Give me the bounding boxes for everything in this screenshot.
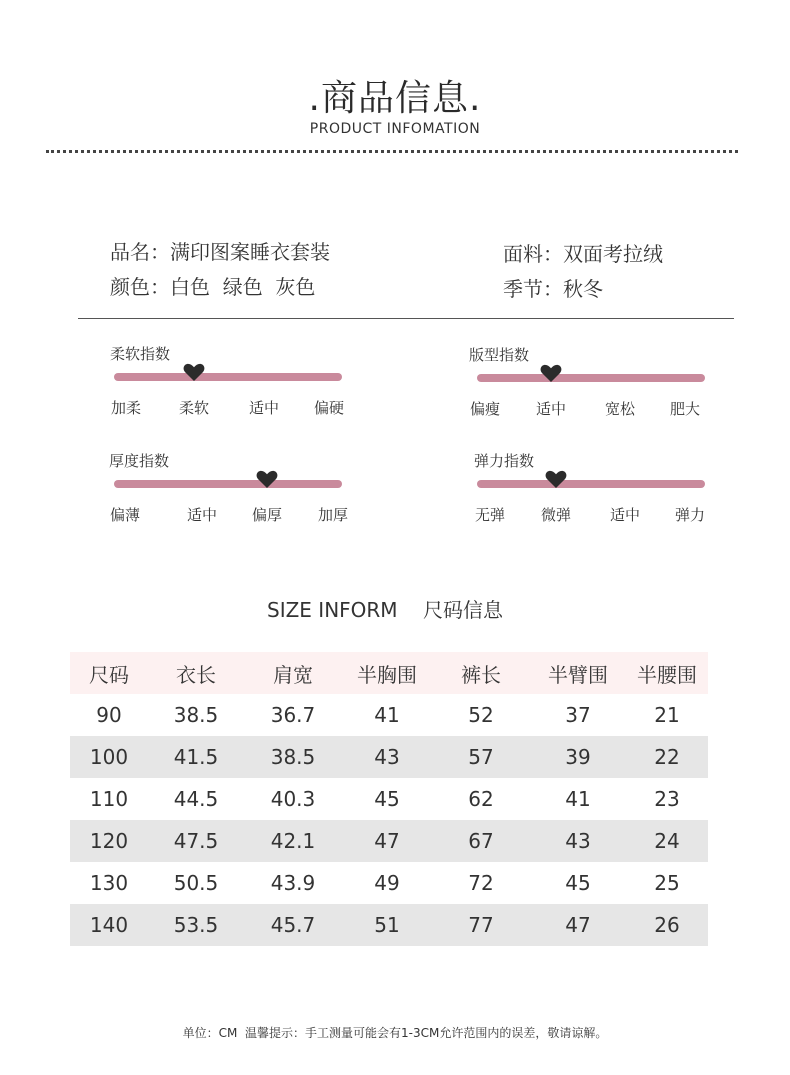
scale-option: 柔软 bbox=[178, 399, 210, 417]
table-cell: 67 bbox=[468, 829, 494, 853]
heart-icon bbox=[544, 467, 568, 491]
thickness-scale-bar bbox=[114, 480, 342, 488]
column-header: 半臂围 bbox=[548, 662, 608, 687]
size-table-header bbox=[70, 652, 708, 694]
table-cell: 51 bbox=[374, 913, 400, 937]
table-row bbox=[70, 694, 708, 736]
product-season-value: 秋冬 bbox=[563, 277, 603, 301]
softness-scale-bar bbox=[114, 373, 342, 381]
scale-option: 适中 bbox=[535, 400, 567, 418]
scale-option: 适中 bbox=[248, 399, 280, 417]
column-header: 半腰围 bbox=[637, 662, 697, 687]
scale-option: 偏薄 bbox=[109, 506, 141, 524]
scale-option: 适中 bbox=[186, 506, 218, 524]
thickness-scale-options bbox=[109, 504, 349, 524]
table-cell: 47.5 bbox=[173, 829, 219, 853]
elasticity-scale-bar bbox=[477, 480, 705, 488]
table-cell: 90 bbox=[96, 703, 122, 727]
product-season-label: 季节： bbox=[503, 277, 563, 301]
product-name bbox=[110, 236, 330, 265]
table-cell: 42.1 bbox=[270, 829, 316, 853]
table-cell: 62 bbox=[468, 787, 494, 811]
scale-option: 宽松 bbox=[604, 400, 636, 418]
info-divider bbox=[78, 318, 734, 319]
dotted-divider bbox=[46, 150, 738, 153]
scale-option: 弹力 bbox=[674, 506, 706, 524]
column-header: 衣长 bbox=[176, 662, 216, 687]
table-cell: 52 bbox=[468, 703, 494, 727]
table-cell: 41 bbox=[565, 787, 591, 811]
scale-option: 加柔 bbox=[110, 399, 142, 417]
table-cell: 41.5 bbox=[173, 745, 219, 769]
table-cell: 45 bbox=[565, 871, 591, 895]
table-cell: 45 bbox=[374, 787, 400, 811]
table-cell: 44.5 bbox=[173, 787, 219, 811]
table-cell: 26 bbox=[654, 913, 680, 937]
product-fabric-value: 双面考拉绒 bbox=[563, 242, 663, 266]
softness-scale-options bbox=[110, 397, 350, 417]
elasticity-scale-options bbox=[474, 504, 714, 524]
table-row bbox=[70, 820, 708, 862]
size-section-title: SIZE INFORM 尺码信息 bbox=[267, 598, 503, 622]
table-cell: 72 bbox=[468, 871, 494, 895]
heart-icon bbox=[182, 360, 206, 384]
table-cell: 50.5 bbox=[173, 871, 219, 895]
table-cell: 21 bbox=[654, 703, 680, 727]
product-fabric bbox=[503, 238, 663, 267]
table-row bbox=[70, 736, 708, 778]
table-cell: 100 bbox=[89, 745, 129, 769]
column-header: 裤长 bbox=[461, 662, 501, 687]
table-cell: 47 bbox=[374, 829, 400, 853]
scale-option: 无弹 bbox=[474, 506, 506, 524]
product-name-value: 满印图案睡衣套装 bbox=[170, 240, 330, 264]
scale-option: 偏厚 bbox=[251, 506, 283, 524]
table-cell: 39 bbox=[565, 745, 591, 769]
table-cell: 41 bbox=[374, 703, 400, 727]
scale-option: 偏瘦 bbox=[469, 400, 501, 418]
product-color-label: 颜色： bbox=[110, 275, 170, 299]
table-cell: 120 bbox=[89, 829, 129, 853]
scale-option: 肥大 bbox=[669, 400, 701, 418]
fit-scale-title: 版型指数 bbox=[469, 346, 530, 364]
table-cell: 130 bbox=[89, 871, 129, 895]
table-cell: 49 bbox=[374, 871, 400, 895]
scale-option: 偏硬 bbox=[313, 399, 345, 417]
table-cell: 22 bbox=[654, 745, 680, 769]
softness-scale bbox=[110, 343, 350, 433]
table-cell: 23 bbox=[654, 787, 680, 811]
table-row bbox=[70, 862, 708, 904]
table-row bbox=[70, 904, 708, 946]
heart-icon bbox=[255, 467, 279, 491]
thickness-scale bbox=[109, 450, 349, 540]
table-cell: 37 bbox=[565, 703, 591, 727]
product-color bbox=[110, 271, 315, 300]
softness-scale-title: 柔软指数 bbox=[110, 345, 171, 363]
footer-note: 单位：CM 温馨提示：手工测量可能会有1-3CM允许范围内的误差，敬请谅解。 bbox=[182, 1026, 608, 1040]
column-header: 肩宽 bbox=[273, 662, 313, 687]
table-cell: 45.7 bbox=[270, 913, 316, 937]
fit-scale-bar bbox=[477, 374, 705, 382]
page-title: .商品信息. bbox=[308, 78, 482, 119]
table-cell: 53.5 bbox=[173, 913, 219, 937]
column-header: 尺码 bbox=[89, 662, 129, 687]
table-cell: 43 bbox=[565, 829, 591, 853]
table-cell: 43 bbox=[374, 745, 400, 769]
table-cell: 47 bbox=[565, 913, 591, 937]
table-cell: 110 bbox=[89, 787, 129, 811]
scale-option: 微弹 bbox=[540, 506, 572, 524]
elasticity-scale bbox=[474, 450, 714, 540]
size-table bbox=[70, 652, 708, 946]
product-color-value: 白色 绿色 灰色 bbox=[170, 275, 316, 299]
table-cell: 77 bbox=[468, 913, 494, 937]
table-cell: 43.9 bbox=[270, 871, 316, 895]
heart-icon bbox=[539, 361, 563, 385]
fit-scale bbox=[469, 344, 709, 434]
product-season bbox=[503, 273, 603, 302]
scale-option: 适中 bbox=[609, 506, 641, 524]
scale-option: 加厚 bbox=[317, 506, 349, 524]
elasticity-scale-title: 弹力指数 bbox=[474, 452, 535, 470]
thickness-scale-title: 厚度指数 bbox=[109, 452, 170, 470]
table-cell: 36.7 bbox=[270, 703, 316, 727]
product-name-label: 品名： bbox=[110, 240, 170, 264]
product-fabric-label: 面料： bbox=[503, 242, 563, 266]
fit-scale-options bbox=[469, 398, 709, 418]
table-cell: 25 bbox=[654, 871, 680, 895]
page-subtitle: PRODUCT INFOMATION bbox=[309, 121, 481, 137]
table-cell: 24 bbox=[654, 829, 680, 853]
table-row bbox=[70, 778, 708, 820]
table-cell: 38.5 bbox=[270, 745, 316, 769]
table-cell: 40.3 bbox=[270, 787, 316, 811]
table-cell: 140 bbox=[89, 913, 129, 937]
column-header: 半胸围 bbox=[357, 662, 417, 687]
table-cell: 38.5 bbox=[173, 703, 219, 727]
table-cell: 57 bbox=[468, 745, 494, 769]
